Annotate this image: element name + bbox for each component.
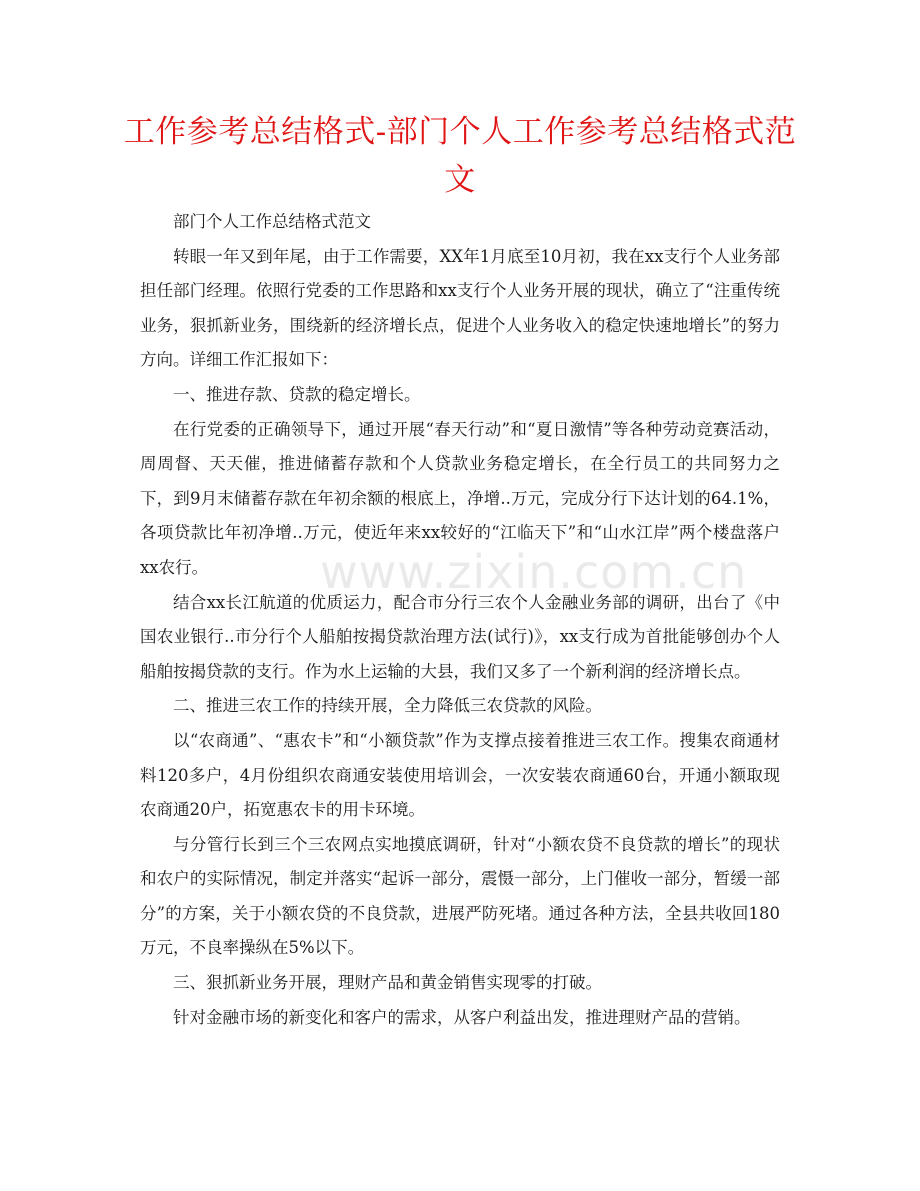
document-body: [140, 205, 780, 1035]
paragraph: 结合xx长江航道的优质运力，配合市分行三农个人金融业务部的调研，出台了《中国农业银行..市分行个人船舶按揭贷款治理方法(试行)》，xx支行成为首批能够创办个人船舶按揭贷款的支行。作为水上运输的大县，我们又多了一个新利润的经济增长点。: [140, 592, 780, 681]
document-title: 工作参考总结格式-部门个人工作参考总结格式范文: [123, 114, 797, 198]
paragraph-intro: 转眼一年又到年尾，由于工作需要，XX年1月底至10月初，我在xx支行个人业务部担任部门经理。依照行党委的工作思路和xx支行个人业务开展的现状，确立了“注重传统业务，狠抓新业务，围绕新的经济增长点，促进个人业务收入的稳定快速地增长”的努力方向。详细工作汇报如下：: [140, 246, 780, 370]
paragraph: 在行党委的正确领导下，通过开展“春天行动”和“夏日激情”等各种劳动竞赛活动，周周督、天天催，推进储蓄存款和个人贷款业务稳定增长，在全行员工的共同努力之下，到9月末储蓄存款在年初余额的根底上，净增..万元，完成分行下达计划的64.1%，各项贷款比年初净增..万元，使近年来xx较好的“江临天下”和“山水江岸”两个楼盘落户xx农行。: [140, 419, 780, 577]
paragraph: 针对金融市场的新变化和客户的需求，从客户利益出发，推进理财产品的营销。: [173, 1007, 751, 1027]
paragraph: 与分管行长到三个三农网点实地摸底调研，针对“小额农贷不良贷款的增长”的现状和农户的实际情况，制定并落实“起诉一部分，震慑一部分，上门催收一部分，暂缓一部分”的方案，关于小额农贷的不良贷款，进展严防死堵。通过各种方法，全县共收回180万元，不良率操纵在5%以下。: [140, 834, 780, 958]
paragraph: 以“农商通”、“惠农卡”和“小额贷款”作为支撑点接着推进三农工作。搜集农商通材料120多户，4月份组织农商通安装使用培训会，一次安装农商通60台，开通小额取现农商通20户，拓宽惠农卡的用卡环境。: [140, 730, 780, 820]
paragraph-subtitle: 部门个人工作总结格式范文: [173, 212, 371, 231]
section-heading-3: 三、狠抓新业务开展，理财产品和黄金销售实现零的打破。: [173, 973, 602, 993]
section-heading-2: 二、推进三农工作的持续开展，全力降低三农贷款的风险。: [173, 696, 602, 716]
section-heading-1: 一、推进存款、贷款的稳定增长。: [173, 384, 421, 404]
watermark: www.zixin.com.cn: [320, 545, 748, 599]
